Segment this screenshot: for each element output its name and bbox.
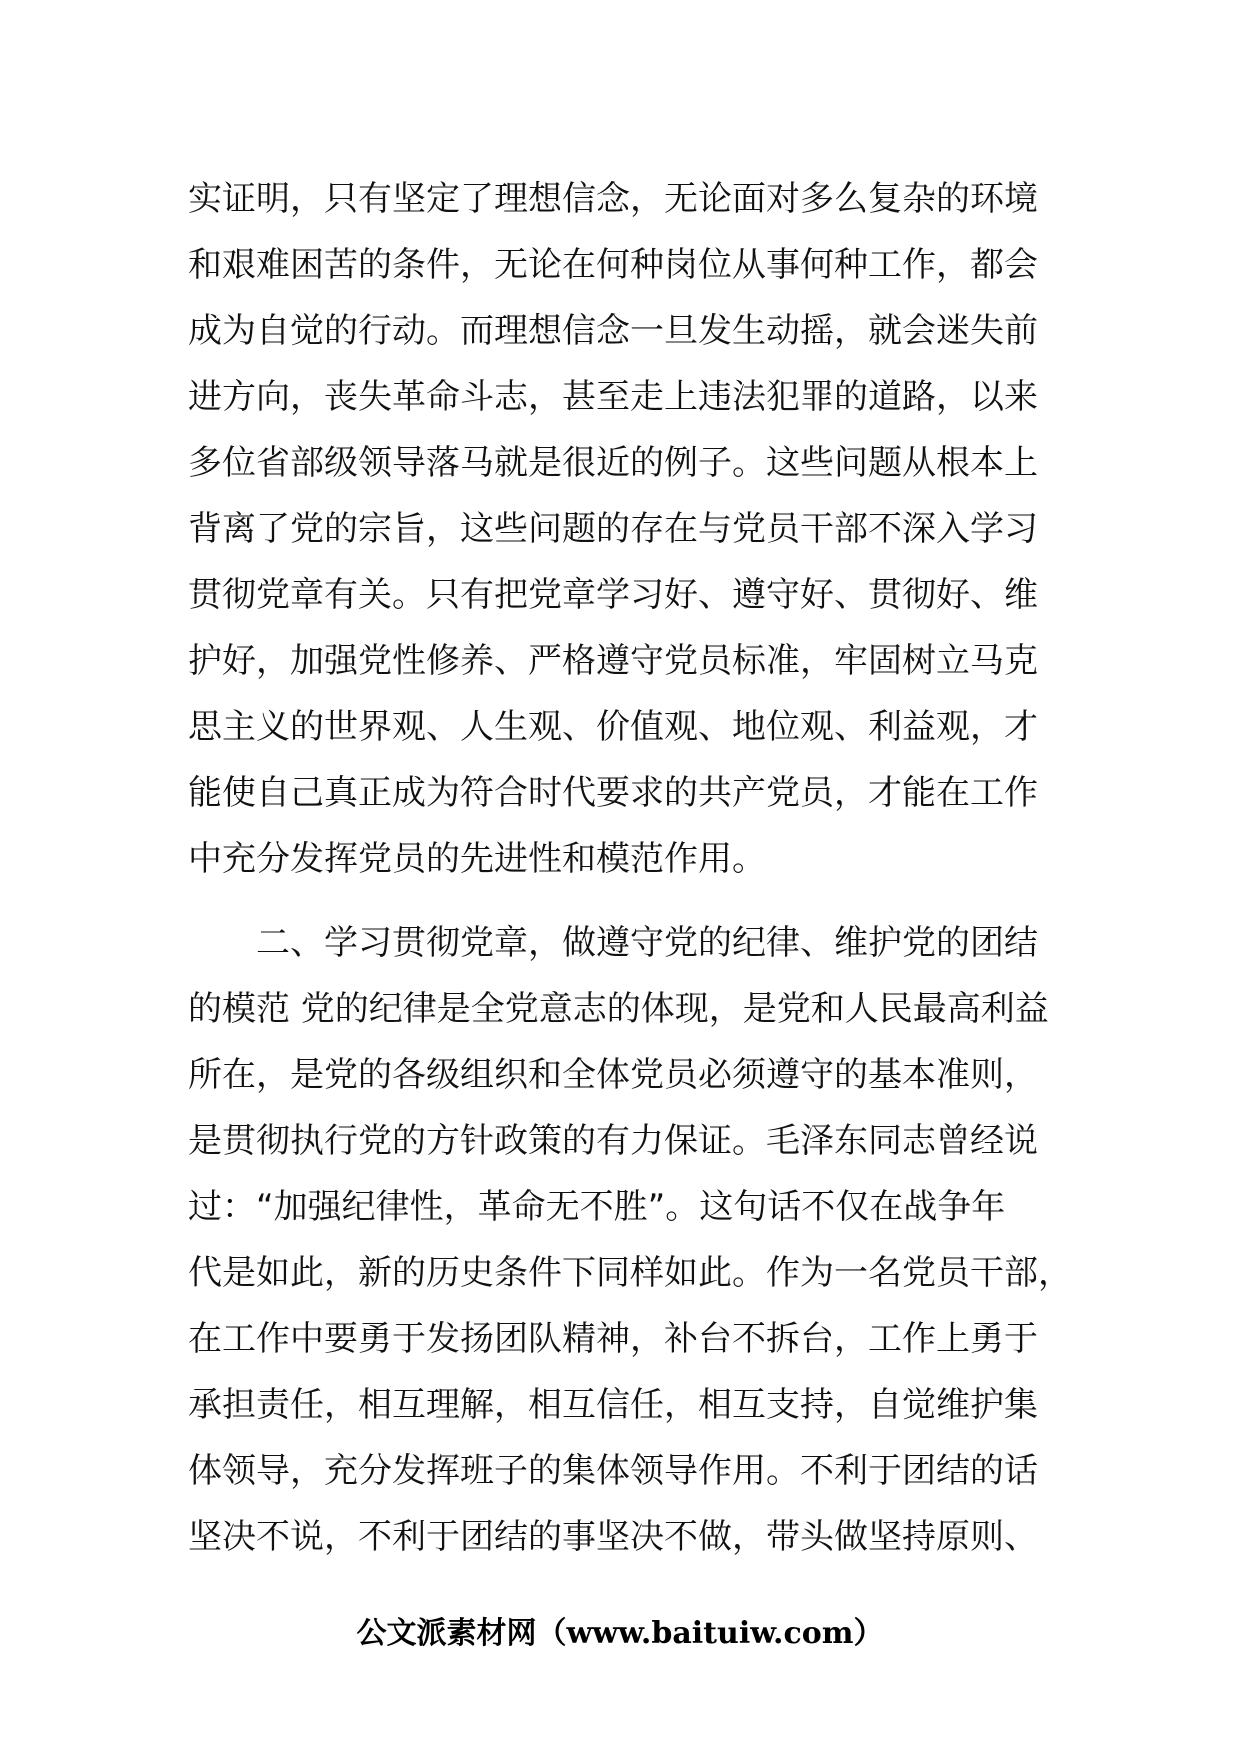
paragraph-line: 贯彻党章有关。只有把党章学习好、遵守好、贯彻好、维 (188, 575, 1038, 615)
paragraph-line: 承担责任，相互理解，相互信任，相互支持，自觉维护集 (188, 1385, 1038, 1425)
paragraph-line: 所在，是党的各级组织和全体党员必须遵守的基本准则， (188, 1055, 1038, 1095)
paragraph-line: 护好，加强党性修养、严格遵守党员标准，牢固树立马克 (188, 641, 1038, 681)
paragraph-line: 成为自觉的行动。而理想信念一旦发生动摇，就会迷失前 (188, 311, 1038, 351)
document-body (188, 166, 1072, 1570)
paragraph-line: 进方向，丧失革命斗志，甚至走上违法犯罪的道路，以来 (188, 377, 1038, 417)
paragraph-line: 坚决不说，不利于团结的事坚决不做，带头做坚持原则、 (188, 1517, 1038, 1557)
paragraph-line: 思主义的世界观、人生观、价值观、地位观、利益观，才 (188, 707, 1038, 747)
paragraph-line: 体领导，充分发挥班子的集体领导作用。不利于团结的话 (188, 1451, 1038, 1491)
paragraph-line: 在工作中要勇于发扬团队精神，补台不拆台，工作上勇于 (188, 1319, 1038, 1359)
section-heading-line: 二、学习贯彻党章，做遵守党的纪律、维护党的团结 (188, 923, 1038, 963)
paragraph-line: 是贯彻执行党的方针政策的有力保证。毛泽东同志曾经说 (188, 1121, 1038, 1161)
paragraph-line: 代是如此，新的历史条件下同样如此。作为一名党员干部， (188, 1253, 1072, 1293)
page-footer: 公文派素材网（www.baituiw.com） (356, 1616, 884, 1651)
paragraph-line: 能使自己真正成为符合时代要求的共产党员，才能在工作 (188, 773, 1038, 813)
paragraph-line: 和艰难困苦的条件，无论在何种岗位从事何种工作，都会 (188, 245, 1038, 285)
paragraph-line: 的模范 党的纪律是全党意志的体现，是党和人民最高利益 (188, 989, 1049, 1029)
paragraph-line: 多位省部级领导落马就是很近的例子。这些问题从根本上 (188, 443, 1038, 483)
paragraph-spacer (188, 892, 1068, 910)
paragraph-line: 背离了党的宗旨，这些问题的存在与党员干部不深入学习 (188, 509, 1038, 549)
paragraph-line: 过：“加强纪律性，革命无不胜”。这句话不仅在战争年 (188, 1187, 1006, 1227)
paragraph-line: 实证明，只有坚定了理想信念，无论面对多么复杂的环境 (188, 179, 1038, 219)
paragraph-line: 中充分发挥党员的先进性和模范作用。 (188, 839, 766, 879)
